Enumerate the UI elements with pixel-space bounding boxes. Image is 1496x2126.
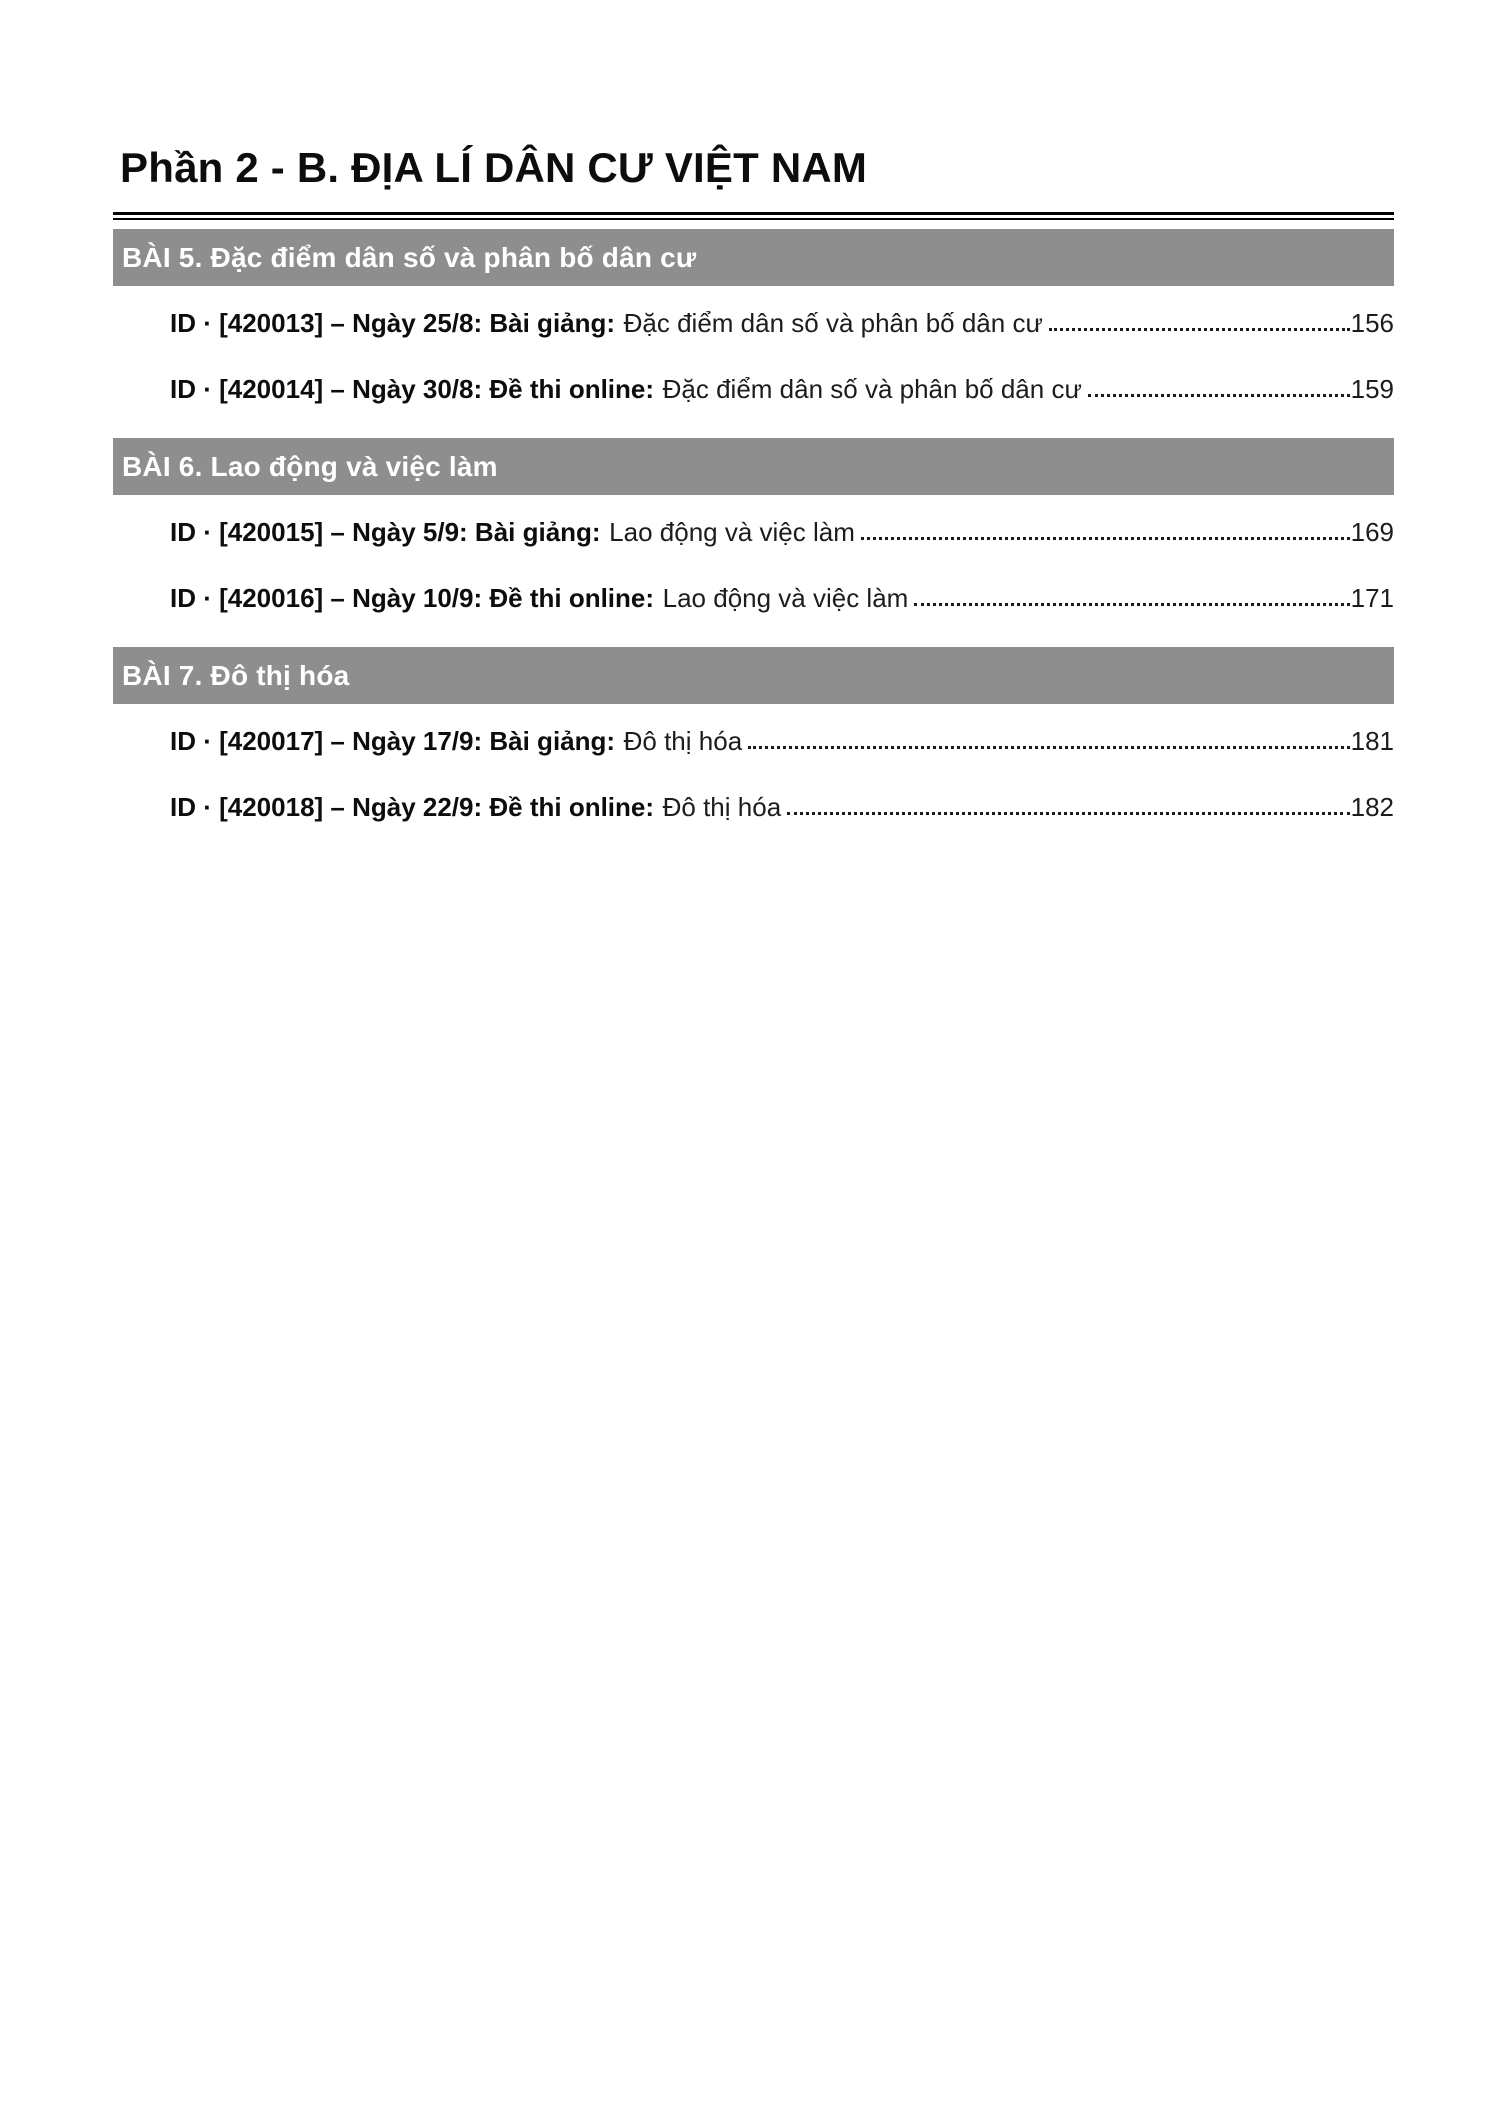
section-bai-6 [113, 438, 1394, 638]
entry-page-number: 169 [1350, 517, 1394, 547]
toc-entry [170, 583, 1394, 613]
entry-title: Đặc điểm dân số và phân bố dân cư [623, 308, 1043, 338]
toc-entry [170, 308, 1394, 338]
entry-page-number: 171 [1350, 583, 1394, 613]
entry-title: Đặc điểm dân số và phân bố dân cư [662, 374, 1082, 404]
toc-entry [170, 792, 1394, 822]
entry-label: ID · [420018] – Ngày 22/9: Đề thi online: [170, 792, 655, 822]
page-title: Phần 2 - B. ĐỊA LÍ DÂN CƯ VIỆT NAM [120, 144, 868, 191]
toc-page [113, 0, 1394, 847]
section-bai-5 [113, 229, 1394, 429]
dot-leader [748, 746, 1349, 749]
title-divider [113, 212, 1394, 220]
entry-label: ID · [420014] – Ngày 30/8: Đề thi online: [170, 374, 655, 404]
toc-entry [170, 726, 1394, 756]
section-entries [113, 704, 1394, 847]
section-header-bar [113, 229, 1394, 286]
section-header-bar [113, 438, 1394, 495]
entry-title: Lao động và việc làm [662, 583, 909, 613]
entry-page-number: 159 [1350, 374, 1394, 404]
toc-entry [170, 517, 1394, 547]
entry-page-number: 156 [1350, 308, 1394, 338]
section-header-bar [113, 647, 1394, 704]
entry-page-number: 182 [1350, 792, 1394, 822]
dot-leader [861, 537, 1350, 540]
entry-title: Đô thị hóa [623, 726, 743, 756]
entry-label: ID · [420017] – Ngày 17/9: Bài giảng: [170, 726, 616, 756]
dot-leader [787, 812, 1349, 815]
section-header-label: BÀI 6. Lao động và việc làm [122, 450, 498, 482]
entry-title: Đô thị hóa [662, 792, 782, 822]
dot-leader [1049, 328, 1350, 331]
section-entries [113, 286, 1394, 429]
entry-label: ID · [420015] – Ngày 5/9: Bài giảng: [170, 517, 601, 547]
section-bai-7 [113, 647, 1394, 847]
toc-entry [170, 374, 1394, 404]
dot-leader [1088, 394, 1350, 397]
section-header-label: BÀI 5. Đặc điểm dân số và phân bố dân cư [122, 241, 697, 273]
dot-leader [914, 603, 1349, 606]
entry-label: ID · [420016] – Ngày 10/9: Đề thi online: [170, 583, 655, 613]
section-entries [113, 495, 1394, 638]
section-header-label: BÀI 7. Đô thị hóa [122, 659, 350, 691]
entry-label: ID · [420013] – Ngày 25/8: Bài giảng: [170, 308, 616, 338]
entry-page-number: 181 [1350, 726, 1394, 756]
entry-title: Lao động và việc làm [609, 517, 855, 547]
